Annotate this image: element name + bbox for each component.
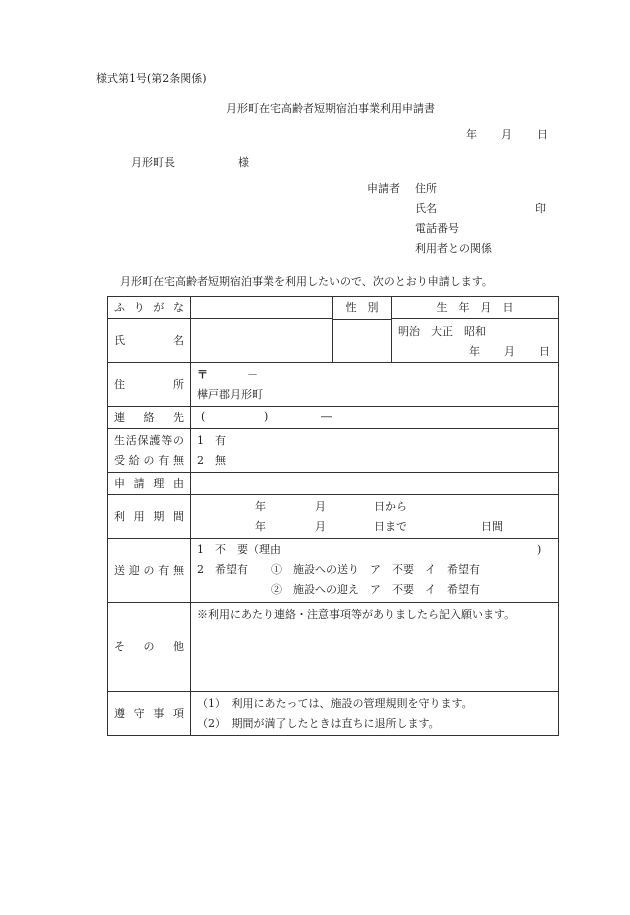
period-from-day: 日から: [374, 500, 407, 513]
form-number: 様式第1号(第2条関係): [96, 72, 207, 85]
page-title: 月形町在宅高齢者短期宿泊事業利用申請書: [226, 102, 435, 115]
period-field[interactable]: [191, 495, 559, 539]
era-options: 明治 大正 昭和: [398, 325, 486, 338]
rule-1: （1） 利用にあたっては、施設の管理規則を守ります。: [197, 696, 473, 710]
address-field[interactable]: [191, 363, 559, 407]
welfare-label: [108, 429, 191, 473]
postal-dash: －: [247, 368, 258, 381]
address-value: 樺戸郡月形町: [197, 388, 263, 401]
welfare-label-l1: 生活保護等の: [114, 433, 184, 447]
name-label: 氏 名: [108, 319, 191, 363]
date-year: 年: [466, 128, 477, 141]
period-days: 日間: [481, 520, 503, 533]
rule-2: （2） 期間が満了したときは直ちに退所します。: [197, 716, 440, 730]
period-label: 利用期間: [108, 495, 191, 539]
postal-mark: 〒: [197, 368, 208, 381]
birth-month: 月: [504, 345, 515, 358]
transport-option-yes[interactable]: 2 希望有: [197, 563, 248, 576]
contact-field[interactable]: [191, 407, 559, 429]
applicant-phone-label: 電話番号: [415, 222, 459, 235]
contact-close: ): [264, 410, 269, 423]
birth-header: 生 年 月 日: [392, 297, 559, 319]
date-month: 月: [501, 128, 512, 141]
furigana-field[interactable]: [191, 297, 333, 319]
period-to-month: 月: [315, 520, 326, 533]
contact-label: 連 絡 先: [108, 407, 191, 429]
rules-field: [191, 692, 559, 736]
rules-label: 遵守事項: [108, 692, 191, 736]
birth-day: 日: [539, 345, 550, 358]
other-label: そ の 他: [108, 603, 191, 692]
applicant-name-label: 氏名: [415, 202, 437, 215]
furigana-label: ふりがな: [108, 297, 191, 319]
name-field[interactable]: [191, 319, 333, 363]
transport-reason-close: ): [537, 543, 542, 556]
reason-field[interactable]: [191, 473, 559, 495]
welfare-label-l2: 受給の有無: [114, 453, 184, 467]
address-label: 住 所: [108, 363, 191, 407]
date-day: 日: [537, 128, 548, 141]
applicant-label: 申請者: [367, 182, 400, 195]
addressee-name: 月形町長: [131, 156, 175, 169]
intro-text: 月形町在宅高齢者短期宿泊事業を利用したいので、次のとおり申請します。: [120, 275, 493, 288]
transport-option-no[interactable]: 1 不 要（理由: [197, 543, 281, 556]
transport-label: 送迎の有無: [108, 539, 191, 603]
sex-cell[interactable]: [333, 297, 392, 363]
birth-year: 年: [469, 345, 480, 358]
application-table: [107, 296, 559, 736]
applicant-seal: 印: [535, 202, 546, 215]
period-from-month: 月: [315, 500, 326, 513]
welfare-option-no[interactable]: 2 無: [197, 453, 226, 467]
period-to-day: 日まで: [374, 520, 407, 533]
other-field[interactable]: [191, 603, 559, 692]
sex-label: 性 別: [333, 297, 391, 320]
transport-sub-pickup[interactable]: ① 施設への送り ア 不要 イ 希望有: [271, 563, 480, 576]
reason-label: 申請理由: [108, 473, 191, 495]
applicant-relation-label: 利用者との関係: [415, 242, 492, 255]
period-from-year: 年: [255, 500, 266, 513]
transport-field[interactable]: [191, 539, 559, 603]
contact-dash: ―: [321, 410, 332, 423]
welfare-field[interactable]: [191, 429, 559, 473]
applicant-address-label: 住所: [415, 182, 437, 195]
birthdate-field[interactable]: [392, 319, 559, 363]
transport-sub-dropoff[interactable]: ② 施設への迎え ア 不要 イ 希望有: [271, 583, 480, 596]
welfare-option-yes[interactable]: 1 有: [197, 433, 226, 447]
period-to-year: 年: [255, 520, 266, 533]
other-note: ※利用にあたり連絡・注意事項等がありましたら記入願います。: [197, 608, 516, 621]
addressee-honorific: 様: [238, 156, 249, 169]
contact-open: (: [201, 410, 206, 423]
